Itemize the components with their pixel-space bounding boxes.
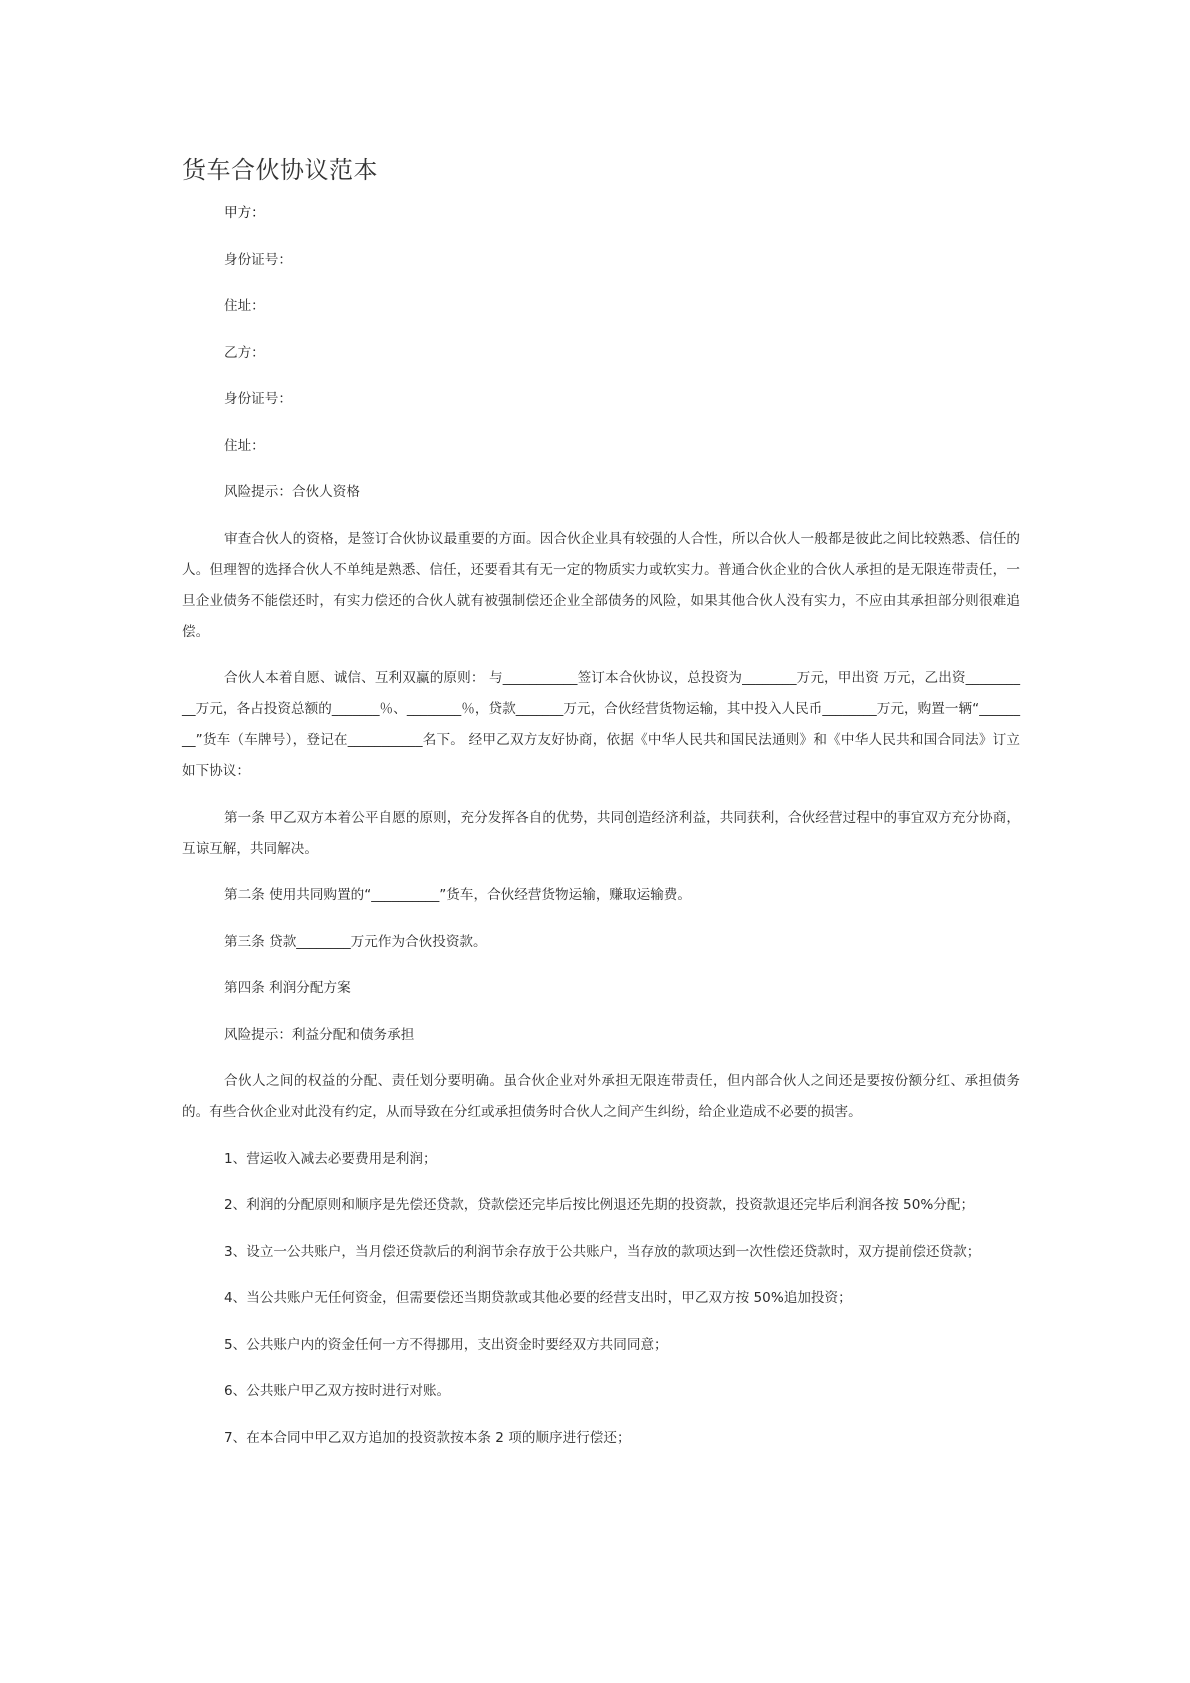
article-2: 第二条 使用共同购置的“__________”货车，合伙经营货物运输，赚取运输费。 — [224, 887, 691, 903]
document-title: 货车合伙协议范本 — [182, 156, 378, 184]
party-a-address-label: 住址： — [224, 298, 265, 314]
list-item-6: 6、公共账户甲乙双方按时进行对账。 — [224, 1383, 451, 1399]
article-3: 第三条 贷款________万元作为合伙投资款。 — [224, 933, 487, 950]
article-4: 第四条 利润分配方案 — [224, 980, 351, 996]
list-item-1: 1、营运收入减去必要费用是利润； — [224, 1150, 437, 1167]
paragraph-qualification: 审查合伙人的资格，是签订合伙协议最重要的方面。因合伙企业具有较强的人合性，所以合伙人一般都是彼此之间比较熟悉、信任的人。但理智的选择合伙人不单纯是熟悉、信任，还要看其有无一定的物质实力或软实力。普通合伙企业的合伙人承担的是无限连带责任，一旦企业债务不能偿还时，有实力偿还的合伙人就有被强制偿还企业全部债务的风险，如果其他合伙人没有实力，不应由其承担部分则很难追偿。 — [182, 530, 1020, 640]
party-a-id-label: 身份证号： — [224, 251, 292, 268]
list-item-5: 5、公共账户内的资金任何一方不得挪用，支出资金时要经双方共同同意； — [224, 1336, 668, 1353]
list-item-2: 2、利润的分配原则和顺序是先偿还贷款，贷款偿还完毕后按比例退还先期的投资款，投资款退还完毕后利润各按 50%分配； — [224, 1197, 975, 1213]
list-item-4: 4、当公共账户无任何资金，但需要偿还当期贷款或其他必要的经营支出时，甲乙双方按 50%追加投资； — [224, 1290, 852, 1306]
list-item-7: 7、在本合同中甲乙双方追加的投资款按本条 2 项的顺序进行偿还； — [224, 1429, 631, 1446]
paragraph-profit: 合伙人之间的权益的分配、责任划分要明确。虽合伙企业对外承担无限连带责任，但内部合伙人之间还是要按份额分红、承担债务的。有些合伙企业对此没有约定，从而导致在分红或承担债务时合伙人之间产生纠纷，给企业造成不必要的损害。 — [182, 1073, 1020, 1120]
list-item-3: 3、设立一公共账户，当月偿还贷款后的利润节余存放于公共账户，当存放的款项达到一次性偿还贷款时，双方提前偿还贷款； — [224, 1243, 981, 1260]
paragraph-principles: 合伙人本着自愿、诚信、互利双赢的原则： 与___________签订本合伙协议，总投资为________万元，甲出资 万元，乙出资__________万元，各占投资总额的_______％、________％，贷款_______万元，合伙经营货物运输，其中投入人民币________万元，购置一辆“________”货车（车牌号），登记在___________名下。 经甲乙双方友好协商，依据《中华人民共和国民法通则》和《中华人民共和国合同法》订立如下协议： — [182, 670, 1020, 779]
party-b-id-label: 身份证号： — [224, 391, 292, 407]
party-a-label: 甲方： — [224, 205, 265, 221]
party-b-label: 乙方： — [224, 344, 265, 361]
article-1: 第一条 甲乙双方本着公平自愿的原则，充分发挥各自的优势，共同创造经济利益，共同获利，合伙经营过程中的事宜双方充分协商，互谅互解，共同解决。 — [182, 809, 1020, 857]
risk-note-profit: 风险提示：利益分配和债务承担 — [224, 1026, 415, 1043]
party-b-address-label: 住址： — [224, 437, 265, 454]
document-body — [182, 198, 1020, 1469]
risk-note-qualification: 风险提示：合伙人资格 — [224, 484, 360, 500]
